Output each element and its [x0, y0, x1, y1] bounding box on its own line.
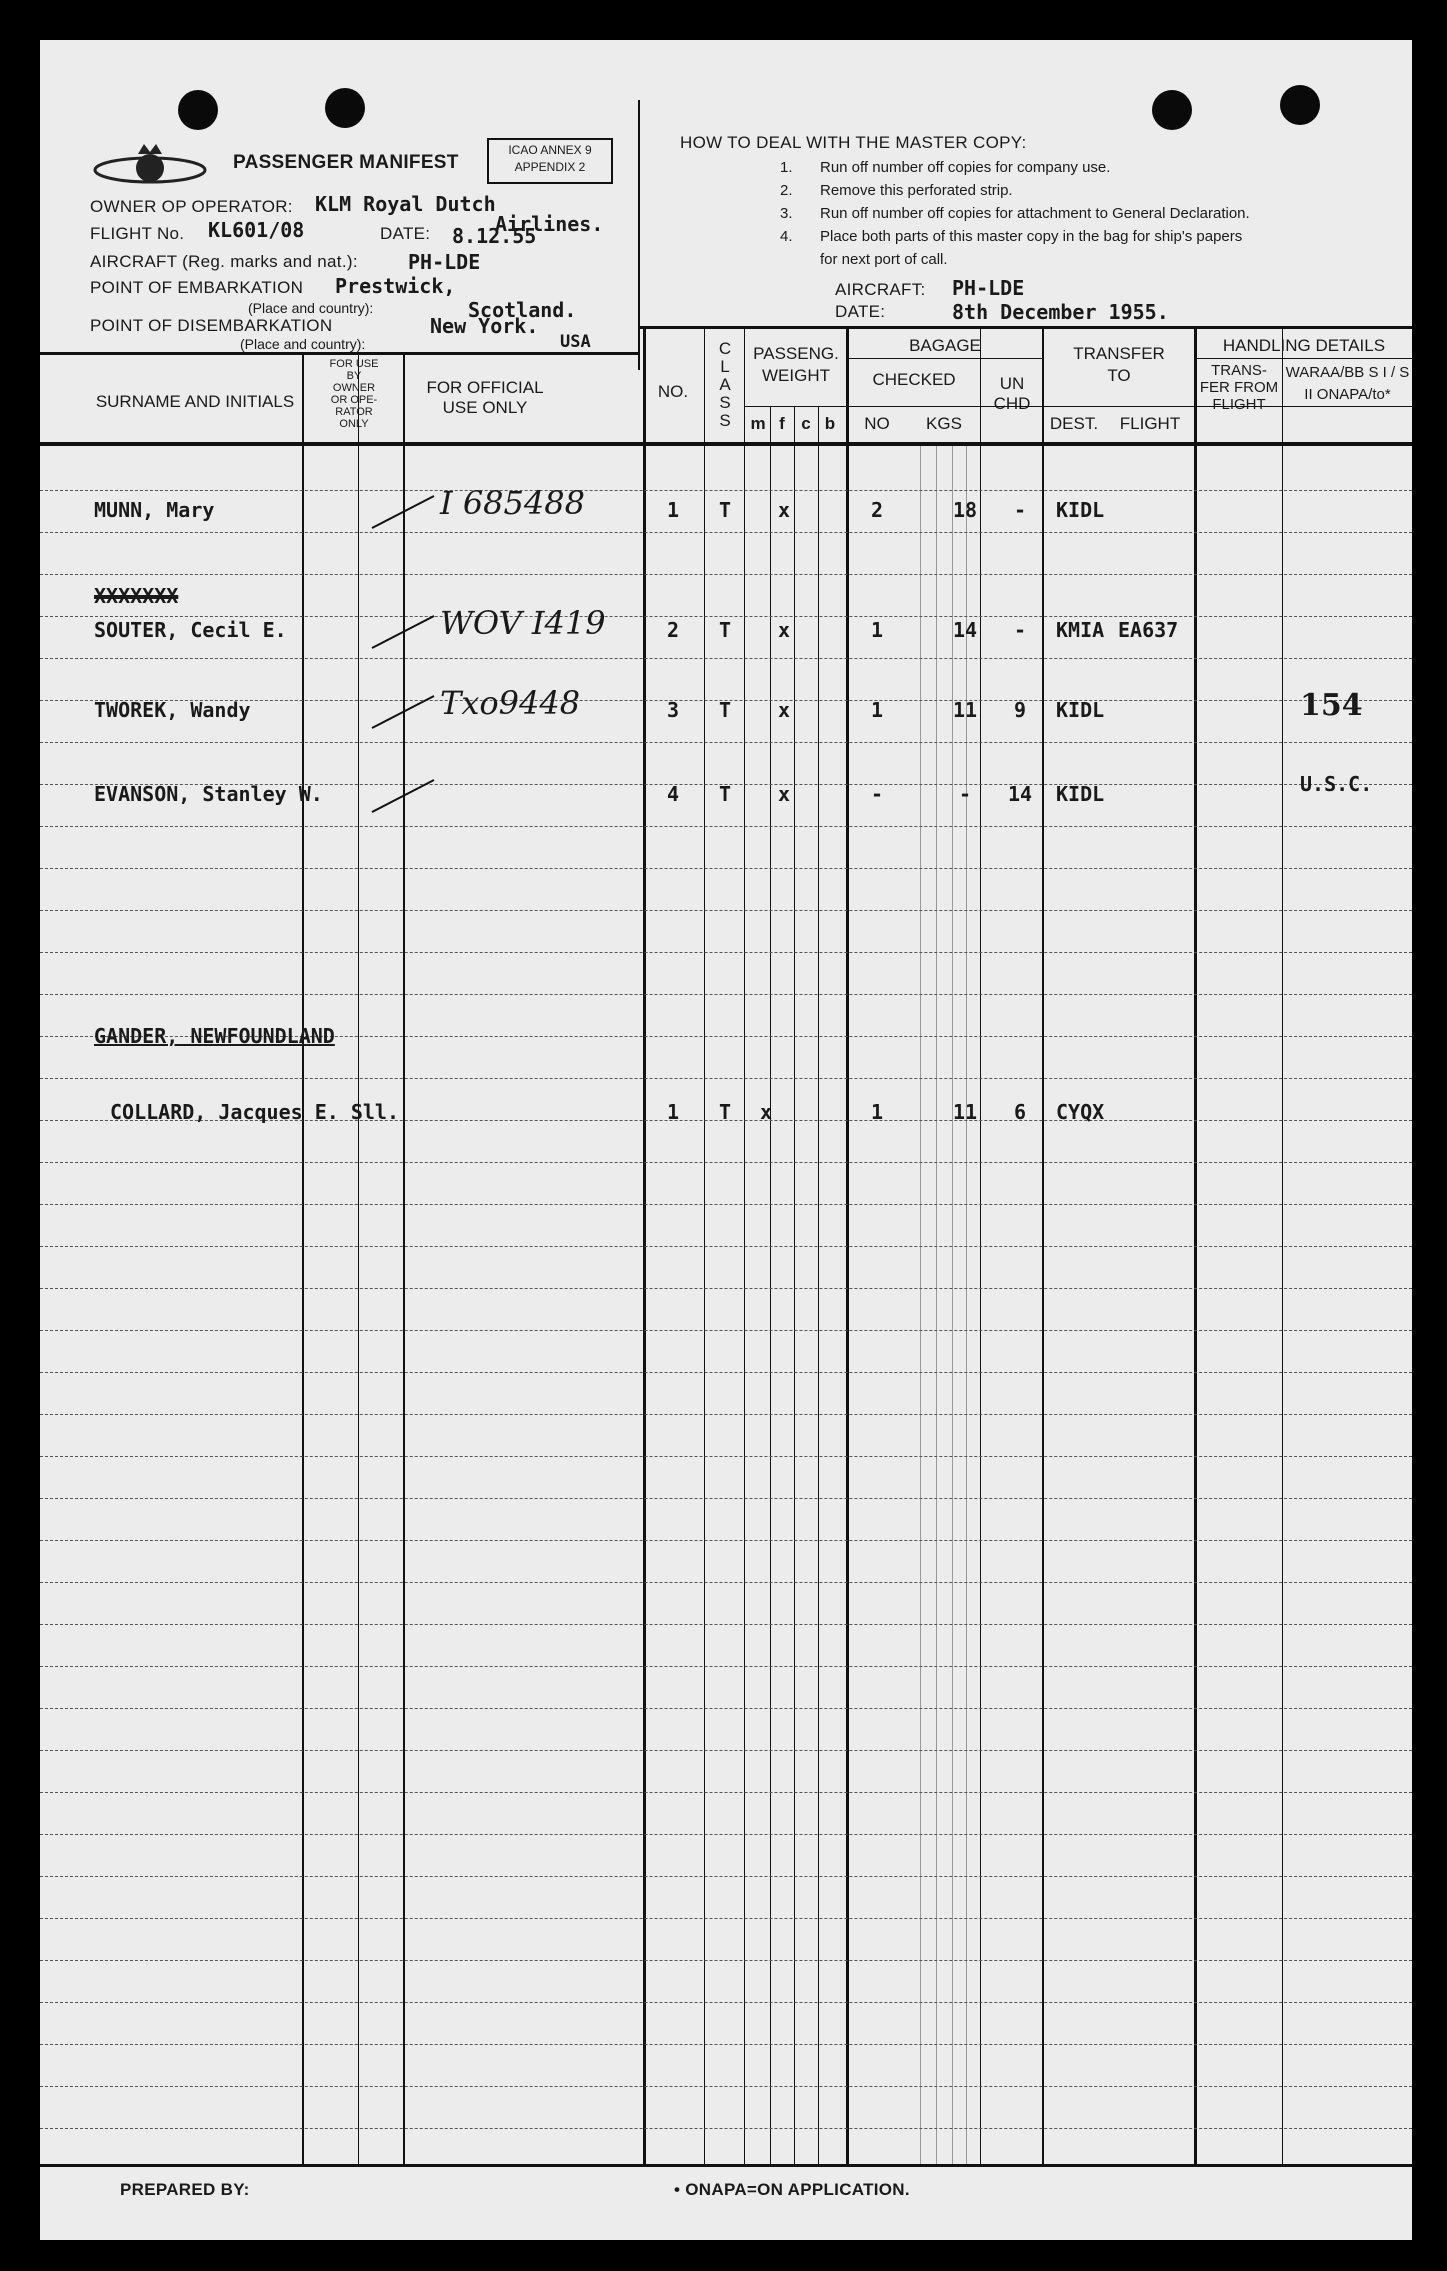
punch-hole [325, 88, 365, 128]
instructions-date-label: DATE: [835, 302, 886, 321]
column-rule [744, 326, 745, 2164]
col-handling: HANDLING DETAILS [1222, 336, 1386, 355]
weight-subcol-rule [770, 406, 771, 2164]
row-rule [40, 1750, 1412, 1751]
row-rule [40, 616, 1412, 617]
passenger-no: 3 [666, 698, 680, 722]
col-bagage: BAGAGE [909, 336, 981, 355]
flight-label: FLIGHT No. [90, 224, 185, 243]
gander-dest: CYQX [1056, 1100, 1105, 1124]
embarkation-country: Scotland. [468, 298, 577, 322]
annex-box [487, 138, 613, 184]
passenger-class: T [718, 618, 732, 642]
row-rule [40, 1246, 1412, 1247]
disembarkation-country: USA [560, 332, 591, 352]
col-official-use: FOR OFFICIAL USE ONLY [426, 378, 544, 417]
row-rule [40, 1834, 1412, 1835]
passenger-weight: x [778, 782, 791, 806]
unchecked-bags: - [1013, 498, 1027, 522]
airline-crown-logo [90, 140, 210, 200]
row-rule [40, 952, 1412, 953]
unchecked-bags: 14 [1007, 782, 1033, 806]
header-top-rule [640, 326, 1412, 329]
row-rule [40, 2002, 1412, 2003]
handling-note: U.S.C. [1300, 772, 1373, 796]
col-dest: DEST. [1049, 414, 1099, 433]
header-divider [638, 100, 640, 370]
form-header-rule [40, 352, 638, 355]
row-rule [40, 1162, 1412, 1163]
col-transfer: TRANSFER [1073, 344, 1165, 363]
instructions-aircraft-value: PH-LDE [952, 276, 1025, 300]
column-rule [302, 352, 304, 2164]
transfer-flight: EA637 [1118, 618, 1179, 642]
weight-b: b [824, 414, 836, 433]
instructions-aircraft-label: AIRCRAFT: [835, 280, 926, 299]
punch-hole [1280, 85, 1320, 125]
unchecked-bags: 9 [1013, 698, 1027, 722]
passenger-name: TWOREK, Wandy [94, 698, 251, 722]
col-class: C L A S S [718, 339, 732, 430]
gander-passenger-name: COLLARD, Jacques E. Sll. [110, 1100, 399, 1124]
col-flight: FLIGHT [1119, 414, 1181, 433]
owner-value: KLM Royal Dutch [315, 192, 496, 216]
official-use-entry: WOV I419 [440, 604, 606, 642]
onapa-note: • ONAPA=ON APPLICATION. [674, 2180, 910, 2199]
gander-class: T [718, 1100, 732, 1124]
weight-f: f [779, 414, 785, 433]
official-use-entry: I 685488 [440, 484, 585, 522]
prepared-by-label: PREPARED BY: [120, 2180, 250, 2199]
kgs-minor-rule [920, 446, 921, 2164]
col-passeng: PASSENG. [753, 344, 839, 363]
row-rule [40, 1204, 1412, 1205]
annex-line-2: APPENDIX 2 [514, 160, 586, 174]
row-rule [40, 1078, 1412, 1079]
row-rule [40, 1876, 1412, 1877]
passenger-class: T [718, 698, 732, 722]
col-unchd: UN CHD [993, 374, 1031, 413]
column-rule [1282, 326, 1283, 2164]
form-title: PASSENGER MANIFEST [233, 152, 459, 173]
instructions-date-value: 8th December 1955. [952, 300, 1169, 324]
passenger-no: 4 [666, 782, 680, 806]
passenger-weight: x [778, 498, 791, 522]
passenger-name: SOUTER, Cecil E. [94, 618, 287, 642]
weight-subcol-rule [818, 406, 819, 2164]
subheader-rule [744, 406, 1412, 407]
row-rule [40, 1498, 1412, 1499]
col-waraa: WARAA/BB S I / S II ONAPA/to* [1285, 364, 1410, 403]
passenger-class: T [718, 498, 732, 522]
punch-hole [1152, 90, 1192, 130]
row-rule [40, 658, 1412, 659]
tick-mark [370, 492, 440, 532]
row-rule [40, 1624, 1412, 1625]
embarkation-sub: (Place and country): [248, 300, 374, 316]
column-rule [846, 326, 849, 2164]
passenger-no: 1 [666, 498, 680, 522]
column-rule [358, 352, 359, 2164]
col-owner-use: FOR USE BY OWNER OR OPE- RATOR ONLY [329, 358, 379, 430]
row-rule [40, 994, 1412, 995]
row-rule [40, 2086, 1412, 2087]
manifest-sheet [40, 40, 1412, 2240]
passenger-name: MUNN, Mary [94, 498, 215, 522]
row-rule [40, 1792, 1412, 1793]
aircraft-label: AIRCRAFT (Reg. marks and nat.): [90, 252, 358, 271]
embarkation-label: POINT OF EMBARKATION [90, 278, 304, 297]
row-rule [40, 1330, 1412, 1331]
bag-kgs: - [958, 782, 972, 806]
weight-c: c [801, 414, 811, 433]
struck-entry: XXXXXXX [94, 584, 179, 608]
row-rule [40, 1708, 1412, 1709]
row-rule [40, 1456, 1412, 1457]
annex-line-1: ICAO ANNEX 9 [508, 143, 592, 157]
col-transfer-from: TRANS- FER FROM FLIGHT [1199, 362, 1279, 413]
col-checked-no: NO [864, 414, 890, 433]
aircraft-value: PH-LDE [408, 250, 481, 274]
bag-no: 1 [870, 618, 884, 642]
gander-no: 1 [666, 1100, 680, 1124]
disembarkation-value: New York. [430, 314, 539, 338]
owner-label: OWNER OP OPERATOR: [90, 197, 293, 216]
handling-subrule [1194, 358, 1412, 359]
instructions-list [780, 156, 1250, 271]
col-to: TO [1107, 366, 1131, 385]
col-weight: WEIGHT [762, 366, 830, 385]
transfer-dest: KMIA [1056, 618, 1105, 642]
instruction-item: 2. Remove this perforated strip. [780, 182, 1013, 199]
row-rule [40, 1918, 1412, 1919]
disembarkation-label: POINT OF DISEMBARKATION [90, 316, 333, 335]
column-rule [1194, 326, 1197, 2164]
instruction-item: 4. Place both parts of this master copy in the bag for ship's papers [780, 228, 1243, 245]
header-bottom-rule [40, 442, 1412, 446]
row-rule [40, 742, 1412, 743]
row-rule [40, 532, 1412, 533]
bag-kgs: 18 [952, 498, 978, 522]
punch-hole [178, 90, 218, 130]
instruction-item: 3. Run off number off copies for attachment to General Declaration. [780, 205, 1250, 222]
col-checked-kgs: KGS [926, 414, 962, 433]
gander-bag-no: 1 [870, 1100, 884, 1124]
footer-rule [40, 2164, 1412, 2167]
instruction-item: for next port of call. [820, 251, 948, 268]
kgs-minor-rule [936, 446, 937, 2164]
bagage-subrule [846, 358, 1042, 359]
row-rule [40, 1582, 1412, 1583]
row-rule [40, 490, 1412, 491]
bag-no: - [870, 782, 884, 806]
gander-bag-kgs: 11 [952, 1100, 978, 1124]
row-rule [40, 2044, 1412, 2045]
row-rule [40, 910, 1412, 911]
transfer-dest: KIDL [1056, 782, 1105, 806]
date-value: 8.12.55 [452, 224, 537, 248]
col-surname: SURNAME AND INITIALS [95, 392, 295, 411]
row-rule [40, 1288, 1412, 1289]
tick-mark [370, 612, 440, 652]
row-rule [40, 2128, 1412, 2129]
bag-kgs: 11 [952, 698, 978, 722]
row-rule [40, 1540, 1412, 1541]
passenger-weight: x [778, 618, 791, 642]
unchecked-bags: - [1013, 618, 1027, 642]
section-heading-gander: GANDER, NEWFOUNDLAND [94, 1024, 335, 1048]
row-rule [40, 1372, 1412, 1373]
row-rule [40, 868, 1412, 869]
row-rule [40, 1666, 1412, 1667]
instruction-item: 1. Run off number off copies for company use. [780, 159, 1111, 176]
column-rule [643, 326, 646, 2164]
passenger-name: EVANSON, Stanley W. [94, 782, 323, 806]
col-checked: CHECKED [872, 370, 956, 389]
disembarkation-sub: (Place and country): [240, 336, 366, 352]
column-rule [1042, 326, 1044, 2164]
tick-mark [370, 692, 440, 732]
transfer-dest: KIDL [1056, 498, 1105, 522]
column-rule [980, 326, 981, 2164]
tick-mark [370, 776, 440, 816]
official-use-entry: Txo9448 [440, 684, 581, 722]
passenger-no: 2 [666, 618, 680, 642]
column-rule [704, 326, 705, 2164]
row-rule [40, 1960, 1412, 1961]
instructions-heading: HOW TO DEAL WITH THE MASTER COPY: [680, 133, 1027, 152]
row-rule [40, 1414, 1412, 1415]
bag-kgs: 14 [952, 618, 978, 642]
embarkation-value: Prestwick, [335, 274, 456, 298]
row-rule [40, 574, 1412, 575]
date-label: DATE: [380, 224, 431, 243]
weight-subcol-rule [794, 406, 795, 2164]
handling-note: 154 [1300, 688, 1363, 723]
owner-value-cont: Airlines. [495, 212, 604, 236]
passenger-weight: x [778, 698, 791, 722]
weight-m: m [750, 414, 766, 433]
gander-weight: x [760, 1100, 773, 1124]
gander-unchd: 6 [1013, 1100, 1027, 1124]
col-no: NO. [657, 382, 689, 401]
bag-no: 1 [870, 698, 884, 722]
passenger-class: T [718, 782, 732, 806]
row-rule [40, 826, 1412, 827]
bag-no: 2 [870, 498, 884, 522]
transfer-dest: KIDL [1056, 698, 1105, 722]
flight-value: KL601/08 [208, 218, 305, 242]
